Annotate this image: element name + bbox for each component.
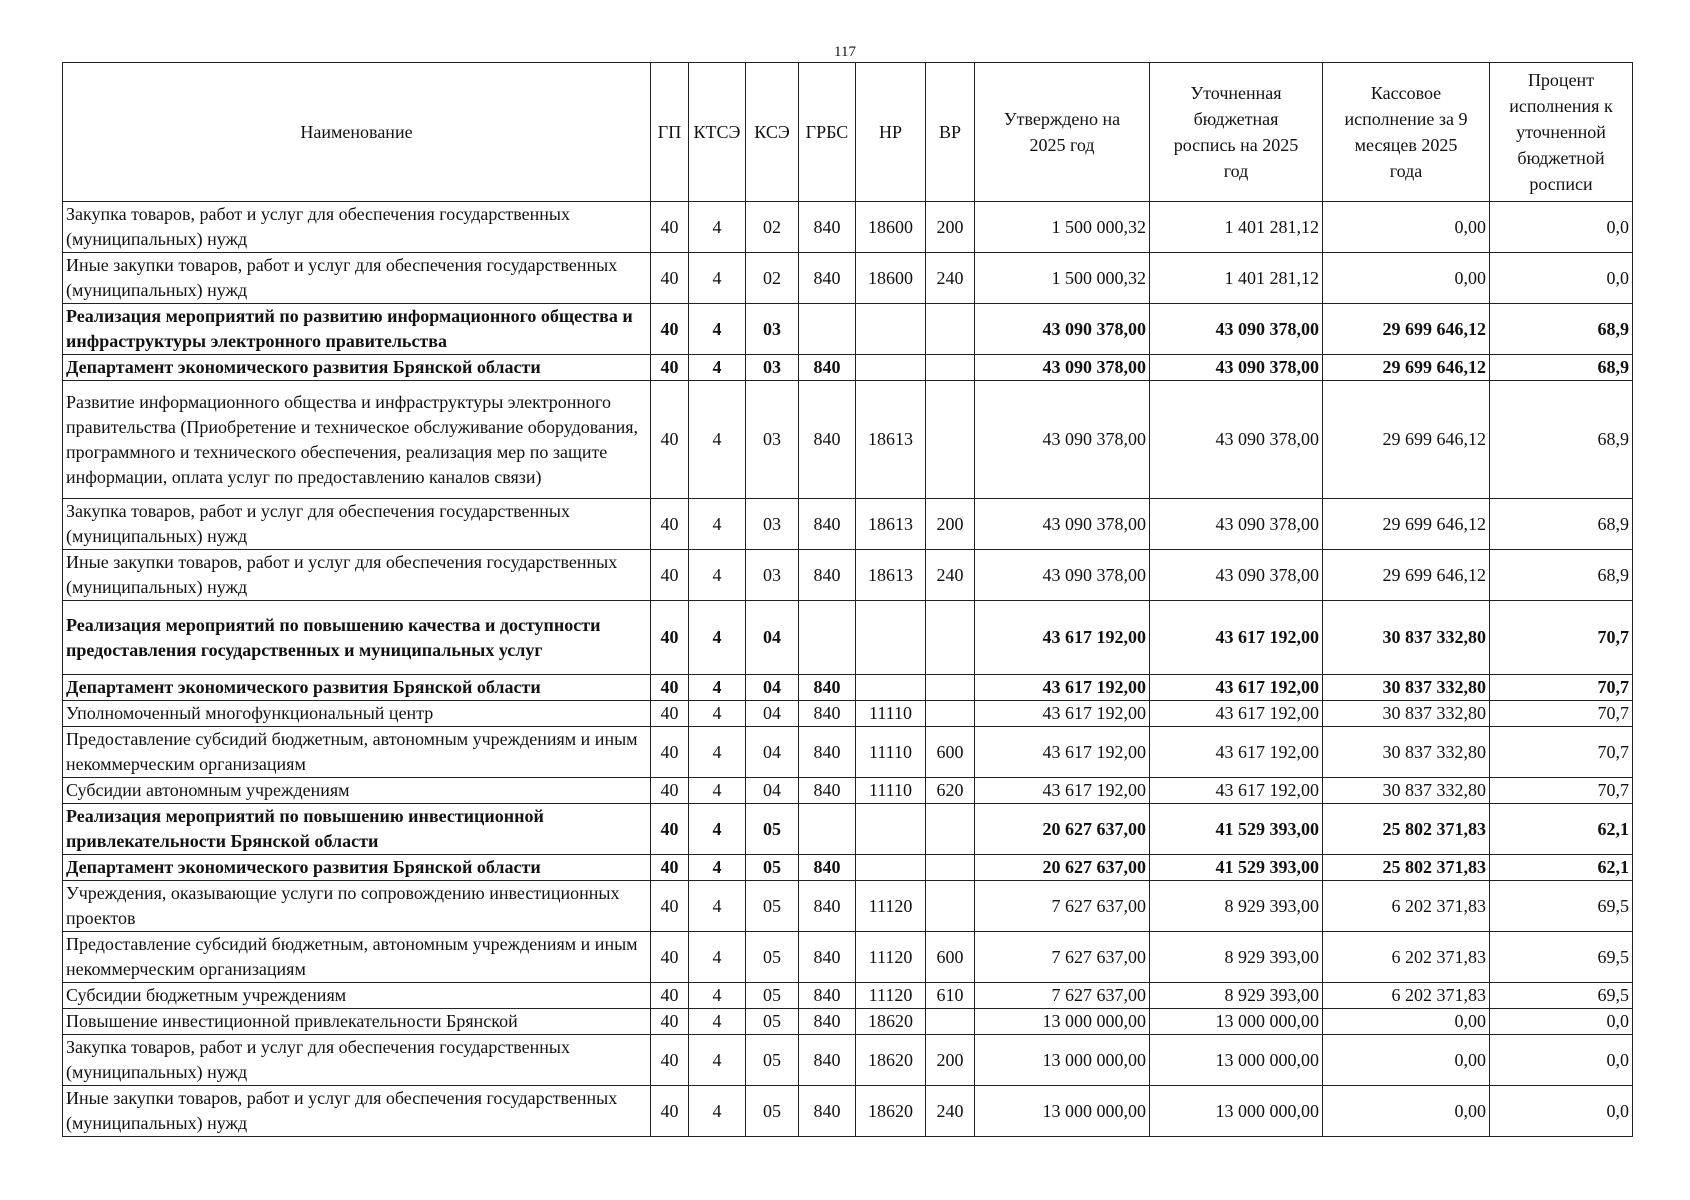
cell-name: Повышение инвестиционной привлекательности Брянской bbox=[63, 1009, 651, 1035]
cell-approved: 20 627 637,00 bbox=[975, 804, 1150, 855]
table-row bbox=[63, 778, 1633, 804]
cell-ktse: 4 bbox=[689, 727, 746, 778]
cell-cash: 6 202 371,83 bbox=[1323, 983, 1490, 1009]
header-row bbox=[63, 63, 1633, 202]
cell-gp: 40 bbox=[651, 778, 689, 804]
cell-approved: 13 000 000,00 bbox=[975, 1009, 1150, 1035]
cell-nr: 18620 bbox=[856, 1009, 926, 1035]
cell-name: Департамент экономического развития Брянской области bbox=[63, 855, 651, 881]
cell-name: Департамент экономического развития Брянской области bbox=[63, 355, 651, 381]
cell-cash: 29 699 646,12 bbox=[1323, 304, 1490, 355]
cell-approved: 43 617 192,00 bbox=[975, 601, 1150, 675]
cell-approved: 43 090 378,00 bbox=[975, 499, 1150, 550]
cell-cash: 30 837 332,80 bbox=[1323, 701, 1490, 727]
cell-refined: 41 529 393,00 bbox=[1150, 855, 1323, 881]
header-ktse: КТСЭ bbox=[689, 63, 746, 202]
cell-grbs: 840 bbox=[799, 855, 856, 881]
cell-ktse: 4 bbox=[689, 1086, 746, 1137]
cell-vr: 200 bbox=[926, 202, 975, 253]
cell-grbs: 840 bbox=[799, 253, 856, 304]
cell-cash: 6 202 371,83 bbox=[1323, 932, 1490, 983]
cell-nr: 11120 bbox=[856, 983, 926, 1009]
cell-ktse: 4 bbox=[689, 304, 746, 355]
cell-vr: 600 bbox=[926, 727, 975, 778]
cell-percent: 70,7 bbox=[1490, 778, 1633, 804]
cell-approved: 43 090 378,00 bbox=[975, 304, 1150, 355]
table-row bbox=[63, 727, 1633, 778]
cell-grbs: 840 bbox=[799, 1009, 856, 1035]
cell-approved: 13 000 000,00 bbox=[975, 1086, 1150, 1137]
cell-vr bbox=[926, 601, 975, 675]
cell-grbs: 840 bbox=[799, 932, 856, 983]
cell-ktse: 4 bbox=[689, 499, 746, 550]
cell-cash: 0,00 bbox=[1323, 253, 1490, 304]
cell-nr: 11120 bbox=[856, 932, 926, 983]
cell-grbs: 840 bbox=[799, 675, 856, 701]
cell-kse: 05 bbox=[746, 804, 799, 855]
cell-grbs: 840 bbox=[799, 778, 856, 804]
cell-percent: 70,7 bbox=[1490, 675, 1633, 701]
cell-grbs bbox=[799, 601, 856, 675]
cell-name: Субсидии автономным учреждениям bbox=[63, 778, 651, 804]
table-row bbox=[63, 701, 1633, 727]
table-header bbox=[63, 63, 1633, 202]
cell-nr: 18613 bbox=[856, 550, 926, 601]
cell-cash: 25 802 371,83 bbox=[1323, 804, 1490, 855]
cell-nr: 18620 bbox=[856, 1086, 926, 1137]
cell-refined: 8 929 393,00 bbox=[1150, 983, 1323, 1009]
cell-cash: 30 837 332,80 bbox=[1323, 727, 1490, 778]
cell-vr bbox=[926, 804, 975, 855]
cell-kse: 03 bbox=[746, 381, 799, 499]
cell-cash: 0,00 bbox=[1323, 1009, 1490, 1035]
cell-percent: 0,0 bbox=[1490, 202, 1633, 253]
cell-kse: 04 bbox=[746, 701, 799, 727]
cell-name: Развитие информационного общества и инфраструктуры электронного правительства (Приобретение и техническое обслуживание оборудования, программного и технического обеспечения, реализация мер по защите информации, оплата услуг по предоставлению каналов связи) bbox=[63, 381, 651, 499]
cell-vr: 240 bbox=[926, 550, 975, 601]
cell-kse: 03 bbox=[746, 550, 799, 601]
cell-cash: 29 699 646,12 bbox=[1323, 381, 1490, 499]
cell-name: Учреждения, оказывающие услуги по сопровождению инвестиционных проектов bbox=[63, 881, 651, 932]
cell-refined: 1 401 281,12 bbox=[1150, 253, 1323, 304]
table-row bbox=[63, 381, 1633, 499]
cell-vr bbox=[926, 304, 975, 355]
cell-kse: 04 bbox=[746, 778, 799, 804]
cell-refined: 13 000 000,00 bbox=[1150, 1035, 1323, 1086]
cell-kse: 05 bbox=[746, 1009, 799, 1035]
cell-gp: 40 bbox=[651, 675, 689, 701]
cell-gp: 40 bbox=[651, 381, 689, 499]
cell-vr: 200 bbox=[926, 499, 975, 550]
table-row bbox=[63, 202, 1633, 253]
cell-ktse: 4 bbox=[689, 1035, 746, 1086]
cell-kse: 02 bbox=[746, 202, 799, 253]
cell-percent: 70,7 bbox=[1490, 701, 1633, 727]
cell-refined: 43 617 192,00 bbox=[1150, 675, 1323, 701]
cell-kse: 05 bbox=[746, 1086, 799, 1137]
cell-nr: 18600 bbox=[856, 253, 926, 304]
cell-grbs: 840 bbox=[799, 1035, 856, 1086]
cell-ktse: 4 bbox=[689, 804, 746, 855]
cell-vr: 240 bbox=[926, 253, 975, 304]
cell-refined: 43 617 192,00 bbox=[1150, 601, 1323, 675]
cell-approved: 43 617 192,00 bbox=[975, 675, 1150, 701]
cell-approved: 7 627 637,00 bbox=[975, 932, 1150, 983]
cell-vr: 620 bbox=[926, 778, 975, 804]
cell-ktse: 4 bbox=[689, 701, 746, 727]
cell-name: Иные закупки товаров, работ и услуг для обеспечения государственных (муниципальных) нужд bbox=[63, 253, 651, 304]
header-vr: ВР bbox=[926, 63, 975, 202]
cell-refined: 8 929 393,00 bbox=[1150, 932, 1323, 983]
cell-vr: 200 bbox=[926, 1035, 975, 1086]
cell-ktse: 4 bbox=[689, 778, 746, 804]
cell-cash: 25 802 371,83 bbox=[1323, 855, 1490, 881]
cell-approved: 20 627 637,00 bbox=[975, 855, 1150, 881]
cell-nr bbox=[856, 601, 926, 675]
cell-vr: 610 bbox=[926, 983, 975, 1009]
cell-approved: 7 627 637,00 bbox=[975, 983, 1150, 1009]
cell-grbs: 840 bbox=[799, 355, 856, 381]
table-row bbox=[63, 550, 1633, 601]
cell-refined: 43 617 192,00 bbox=[1150, 727, 1323, 778]
cell-grbs bbox=[799, 804, 856, 855]
cell-cash: 0,00 bbox=[1323, 1086, 1490, 1137]
cell-approved: 43 617 192,00 bbox=[975, 701, 1150, 727]
cell-ktse: 4 bbox=[689, 355, 746, 381]
cell-percent: 68,9 bbox=[1490, 381, 1633, 499]
table-row bbox=[63, 675, 1633, 701]
cell-gp: 40 bbox=[651, 550, 689, 601]
cell-refined: 43 090 378,00 bbox=[1150, 304, 1323, 355]
cell-gp: 40 bbox=[651, 983, 689, 1009]
cell-nr bbox=[856, 855, 926, 881]
cell-percent: 70,7 bbox=[1490, 601, 1633, 675]
cell-cash: 30 837 332,80 bbox=[1323, 778, 1490, 804]
header-refined: Уточненная бюджетная роспись на 2025 год bbox=[1150, 63, 1323, 202]
table-row bbox=[63, 1009, 1633, 1035]
cell-refined: 41 529 393,00 bbox=[1150, 804, 1323, 855]
cell-gp: 40 bbox=[651, 601, 689, 675]
cell-gp: 40 bbox=[651, 855, 689, 881]
cell-grbs: 840 bbox=[799, 727, 856, 778]
cell-cash: 0,00 bbox=[1323, 1035, 1490, 1086]
cell-percent: 68,9 bbox=[1490, 499, 1633, 550]
cell-percent: 69,5 bbox=[1490, 881, 1633, 932]
header-kse: КСЭ bbox=[746, 63, 799, 202]
header-percent: Процент исполнения к уточненной бюджетной росписи bbox=[1490, 63, 1633, 202]
cell-name: Реализация мероприятий по повышению качества и доступности предоставления государственных и муниципальных услуг bbox=[63, 601, 651, 675]
cell-cash: 30 837 332,80 bbox=[1323, 675, 1490, 701]
cell-nr: 18620 bbox=[856, 1035, 926, 1086]
cell-name: Уполномоченный многофункциональный центр bbox=[63, 701, 651, 727]
cell-refined: 43 090 378,00 bbox=[1150, 381, 1323, 499]
cell-nr bbox=[856, 304, 926, 355]
cell-ktse: 4 bbox=[689, 932, 746, 983]
cell-vr: 240 bbox=[926, 1086, 975, 1137]
cell-gp: 40 bbox=[651, 701, 689, 727]
cell-name: Департамент экономического развития Брянской области bbox=[63, 675, 651, 701]
cell-nr: 11120 bbox=[856, 881, 926, 932]
cell-kse: 03 bbox=[746, 499, 799, 550]
cell-approved: 43 090 378,00 bbox=[975, 381, 1150, 499]
cell-name: Предоставление субсидий бюджетным, автономным учреждениям и иным некоммерческим организациям bbox=[63, 727, 651, 778]
cell-approved: 13 000 000,00 bbox=[975, 1035, 1150, 1086]
cell-cash: 30 837 332,80 bbox=[1323, 601, 1490, 675]
cell-percent: 68,9 bbox=[1490, 355, 1633, 381]
cell-gp: 40 bbox=[651, 355, 689, 381]
cell-name: Закупка товаров, работ и услуг для обеспечения государственных (муниципальных) нужд bbox=[63, 1035, 651, 1086]
table-row bbox=[63, 1086, 1633, 1137]
cell-ktse: 4 bbox=[689, 601, 746, 675]
header-gp: ГП bbox=[651, 63, 689, 202]
table-row bbox=[63, 855, 1633, 881]
table-row bbox=[63, 601, 1633, 675]
table-row bbox=[63, 983, 1633, 1009]
cell-vr bbox=[926, 855, 975, 881]
cell-grbs bbox=[799, 304, 856, 355]
cell-nr bbox=[856, 355, 926, 381]
cell-nr bbox=[856, 675, 926, 701]
cell-gp: 40 bbox=[651, 804, 689, 855]
cell-grbs: 840 bbox=[799, 983, 856, 1009]
cell-nr: 11110 bbox=[856, 701, 926, 727]
table-row bbox=[63, 932, 1633, 983]
cell-approved: 1 500 000,32 bbox=[975, 202, 1150, 253]
table-row bbox=[63, 881, 1633, 932]
cell-cash: 6 202 371,83 bbox=[1323, 881, 1490, 932]
cell-approved: 7 627 637,00 bbox=[975, 881, 1150, 932]
cell-refined: 8 929 393,00 bbox=[1150, 881, 1323, 932]
cell-cash: 29 699 646,12 bbox=[1323, 355, 1490, 381]
cell-refined: 43 090 378,00 bbox=[1150, 355, 1323, 381]
table-row bbox=[63, 499, 1633, 550]
cell-vr bbox=[926, 881, 975, 932]
cell-gp: 40 bbox=[651, 932, 689, 983]
cell-percent: 68,9 bbox=[1490, 304, 1633, 355]
cell-ktse: 4 bbox=[689, 881, 746, 932]
cell-kse: 05 bbox=[746, 1035, 799, 1086]
cell-kse: 05 bbox=[746, 855, 799, 881]
cell-vr bbox=[926, 355, 975, 381]
cell-grbs: 840 bbox=[799, 550, 856, 601]
cell-name: Иные закупки товаров, работ и услуг для обеспечения государственных (муниципальных) нужд bbox=[63, 1086, 651, 1137]
cell-cash: 0,00 bbox=[1323, 202, 1490, 253]
cell-name: Субсидии бюджетным учреждениям bbox=[63, 983, 651, 1009]
cell-kse: 02 bbox=[746, 253, 799, 304]
header-cash: Кассовое исполнение за 9 месяцев 2025 года bbox=[1323, 63, 1490, 202]
cell-name: Закупка товаров, работ и услуг для обеспечения государственных (муниципальных) нужд bbox=[63, 202, 651, 253]
table-row bbox=[63, 253, 1633, 304]
cell-percent: 0,0 bbox=[1490, 1086, 1633, 1137]
cell-gp: 40 bbox=[651, 1035, 689, 1086]
cell-gp: 40 bbox=[651, 1009, 689, 1035]
cell-ktse: 4 bbox=[689, 550, 746, 601]
cell-grbs: 840 bbox=[799, 1086, 856, 1137]
cell-kse: 04 bbox=[746, 601, 799, 675]
cell-ktse: 4 bbox=[689, 202, 746, 253]
cell-cash: 29 699 646,12 bbox=[1323, 499, 1490, 550]
cell-gp: 40 bbox=[651, 881, 689, 932]
cell-percent: 68,9 bbox=[1490, 550, 1633, 601]
cell-percent: 69,5 bbox=[1490, 983, 1633, 1009]
cell-approved: 43 090 378,00 bbox=[975, 550, 1150, 601]
header-grbs: ГРБС bbox=[799, 63, 856, 202]
cell-gp: 40 bbox=[651, 499, 689, 550]
cell-vr: 600 bbox=[926, 932, 975, 983]
cell-gp: 40 bbox=[651, 253, 689, 304]
cell-nr: 18600 bbox=[856, 202, 926, 253]
cell-name: Закупка товаров, работ и услуг для обеспечения государственных (муниципальных) нужд bbox=[63, 499, 651, 550]
cell-vr bbox=[926, 381, 975, 499]
cell-refined: 43 617 192,00 bbox=[1150, 778, 1323, 804]
cell-kse: 04 bbox=[746, 675, 799, 701]
cell-gp: 40 bbox=[651, 727, 689, 778]
cell-vr bbox=[926, 1009, 975, 1035]
cell-percent: 69,5 bbox=[1490, 932, 1633, 983]
cell-refined: 43 090 378,00 bbox=[1150, 499, 1323, 550]
cell-refined: 1 401 281,12 bbox=[1150, 202, 1323, 253]
cell-nr: 11110 bbox=[856, 778, 926, 804]
cell-grbs: 840 bbox=[799, 381, 856, 499]
cell-cash: 29 699 646,12 bbox=[1323, 550, 1490, 601]
cell-grbs: 840 bbox=[799, 881, 856, 932]
cell-ktse: 4 bbox=[689, 1009, 746, 1035]
cell-grbs: 840 bbox=[799, 202, 856, 253]
table-row bbox=[63, 804, 1633, 855]
header-approved: Утверждено на 2025 год bbox=[975, 63, 1150, 202]
cell-ktse: 4 bbox=[689, 855, 746, 881]
cell-gp: 40 bbox=[651, 202, 689, 253]
cell-ktse: 4 bbox=[689, 381, 746, 499]
budget-table bbox=[62, 62, 1633, 1137]
cell-approved: 43 617 192,00 bbox=[975, 727, 1150, 778]
cell-kse: 05 bbox=[746, 881, 799, 932]
cell-percent: 62,1 bbox=[1490, 804, 1633, 855]
cell-nr: 18613 bbox=[856, 381, 926, 499]
cell-name: Реализация мероприятий по повышению инвестиционной привлекательности Брянской области bbox=[63, 804, 651, 855]
cell-gp: 40 bbox=[651, 304, 689, 355]
cell-kse: 04 bbox=[746, 727, 799, 778]
cell-name: Иные закупки товаров, работ и услуг для обеспечения государственных (муниципальных) нужд bbox=[63, 550, 651, 601]
cell-kse: 03 bbox=[746, 304, 799, 355]
table-row bbox=[63, 1035, 1633, 1086]
cell-kse: 05 bbox=[746, 983, 799, 1009]
cell-kse: 03 bbox=[746, 355, 799, 381]
cell-refined: 43 090 378,00 bbox=[1150, 550, 1323, 601]
cell-refined: 13 000 000,00 bbox=[1150, 1086, 1323, 1137]
cell-approved: 43 617 192,00 bbox=[975, 778, 1150, 804]
cell-approved: 43 090 378,00 bbox=[975, 355, 1150, 381]
cell-grbs: 840 bbox=[799, 701, 856, 727]
header-name: Наименование bbox=[63, 63, 651, 202]
cell-nr bbox=[856, 804, 926, 855]
cell-percent: 0,0 bbox=[1490, 1035, 1633, 1086]
cell-percent: 62,1 bbox=[1490, 855, 1633, 881]
cell-vr bbox=[926, 701, 975, 727]
cell-ktse: 4 bbox=[689, 983, 746, 1009]
cell-name: Реализация мероприятий по развитию информационного общества и инфраструктуры электронного правительства bbox=[63, 304, 651, 355]
cell-gp: 40 bbox=[651, 1086, 689, 1137]
cell-nr: 11110 bbox=[856, 727, 926, 778]
cell-refined: 43 617 192,00 bbox=[1150, 701, 1323, 727]
cell-percent: 0,0 bbox=[1490, 253, 1633, 304]
cell-ktse: 4 bbox=[689, 675, 746, 701]
cell-ktse: 4 bbox=[689, 253, 746, 304]
table-row bbox=[63, 355, 1633, 381]
cell-name: Предоставление субсидий бюджетным, автономным учреждениям и иным некоммерческим организациям bbox=[63, 932, 651, 983]
cell-vr bbox=[926, 675, 975, 701]
table-row bbox=[63, 304, 1633, 355]
cell-nr: 18613 bbox=[856, 499, 926, 550]
header-nr: НР bbox=[856, 63, 926, 202]
table-body bbox=[63, 202, 1633, 1137]
cell-approved: 1 500 000,32 bbox=[975, 253, 1150, 304]
cell-refined: 13 000 000,00 bbox=[1150, 1009, 1323, 1035]
cell-percent: 0,0 bbox=[1490, 1009, 1633, 1035]
page-number: 117 bbox=[834, 44, 856, 60]
cell-kse: 05 bbox=[746, 932, 799, 983]
cell-grbs: 840 bbox=[799, 499, 856, 550]
cell-percent: 70,7 bbox=[1490, 727, 1633, 778]
